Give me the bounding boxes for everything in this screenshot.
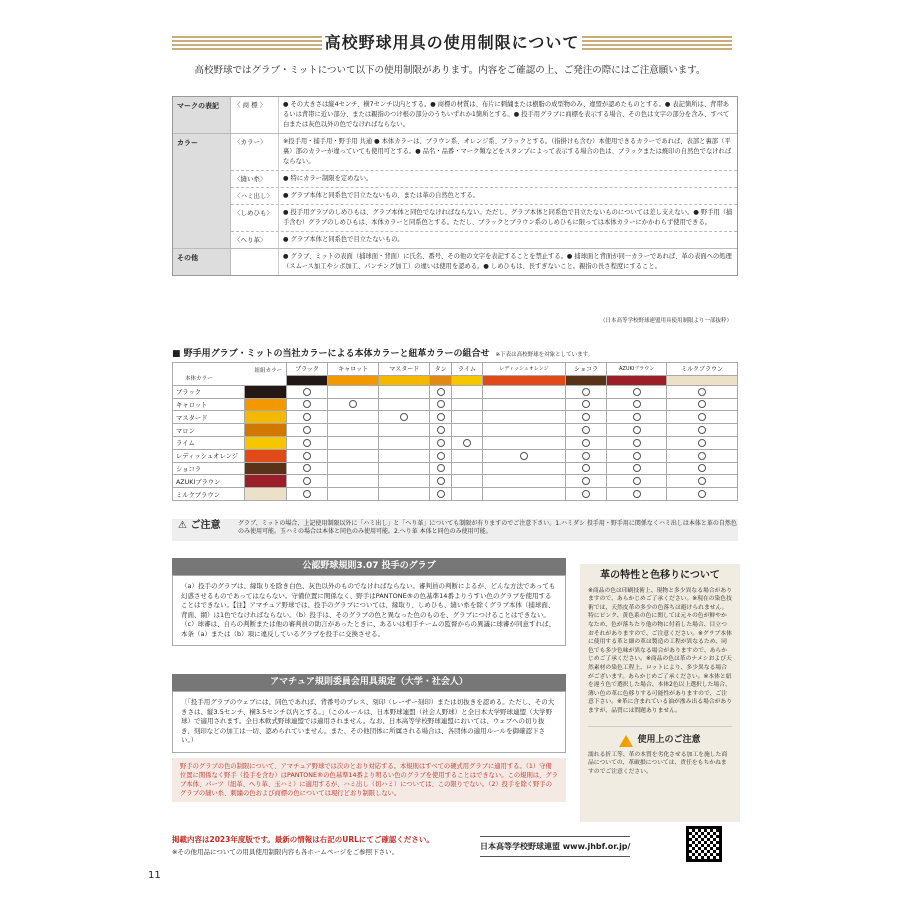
rules-sub-label: 〈しめひも〉 bbox=[231, 205, 279, 231]
allowed-circle-icon bbox=[582, 426, 590, 434]
allowed-circle-icon bbox=[582, 400, 590, 408]
allowed-circle-icon bbox=[303, 400, 311, 408]
grid-column-swatch bbox=[287, 375, 328, 385]
allowed-circle-icon bbox=[437, 413, 445, 421]
allowed-circle-icon bbox=[633, 413, 641, 421]
allowed-circle-icon bbox=[303, 413, 311, 421]
notice-label: ⚠ ご注意 bbox=[178, 520, 221, 531]
grid-cell bbox=[566, 488, 607, 501]
grid-cell bbox=[430, 398, 452, 411]
rules-sub-row bbox=[231, 134, 737, 171]
grid-column-header: AZUKIブラウン bbox=[607, 363, 667, 376]
grid-cell bbox=[328, 488, 379, 501]
allowed-circle-icon bbox=[633, 490, 641, 498]
qr-code-icon[interactable] bbox=[686, 826, 722, 862]
allowed-circle-icon bbox=[582, 464, 590, 472]
grid-cell bbox=[328, 436, 379, 449]
grid-corner-bottom: 本体カラー bbox=[185, 375, 213, 382]
grid-cell bbox=[379, 436, 430, 449]
grid-cell bbox=[379, 411, 430, 424]
grid-cell bbox=[328, 424, 379, 437]
grid-row-swatch bbox=[245, 475, 287, 488]
grid-row-label: ショコラ bbox=[173, 462, 245, 475]
grid-cell bbox=[430, 449, 452, 462]
grid-cell bbox=[379, 462, 430, 475]
grid-row bbox=[173, 385, 738, 398]
allowed-circle-icon bbox=[633, 452, 641, 460]
rules-sub-label: 〈カラー〉 bbox=[231, 134, 279, 170]
grid-row bbox=[173, 475, 738, 488]
grid-cell bbox=[328, 398, 379, 411]
org-url[interactable]: 日本高等学校野球連盟 www.jhbf.or.jp/ bbox=[480, 836, 630, 857]
grid-cell bbox=[566, 398, 607, 411]
page-title: 高校野球用具の使用制限について bbox=[324, 33, 580, 52]
allowed-circle-icon bbox=[582, 452, 590, 460]
allowed-circle-icon bbox=[437, 452, 445, 460]
header-band bbox=[172, 32, 732, 54]
grid-row-swatch bbox=[245, 436, 287, 449]
grid-cell bbox=[667, 475, 738, 488]
allowed-circle-icon bbox=[698, 439, 706, 447]
grid-column-header: レディッシュオレンジ bbox=[483, 363, 566, 376]
grid-column-header: ブラック bbox=[287, 363, 328, 376]
grid-cell bbox=[607, 385, 667, 398]
grid-cell bbox=[379, 475, 430, 488]
grid-cell bbox=[430, 411, 452, 424]
grid-cell bbox=[566, 436, 607, 449]
rules-sub-label: 〈 商 標 〉 bbox=[231, 97, 279, 133]
grid-row-label: レディッシュオレンジ bbox=[173, 449, 245, 462]
grid-cell bbox=[607, 424, 667, 437]
allowed-circle-icon bbox=[582, 388, 590, 396]
rules-sub-label: 〈縫い糸〉 bbox=[231, 171, 279, 187]
grid-cell bbox=[287, 424, 328, 437]
grid-cell bbox=[483, 411, 566, 424]
grid-cell bbox=[483, 449, 566, 462]
grid-cell bbox=[287, 398, 328, 411]
grid-cell bbox=[483, 424, 566, 437]
rules-category: カラー bbox=[173, 134, 231, 248]
rules-row bbox=[173, 134, 737, 249]
rule-box-amateur-head: アマチュア規則委員会用具規定（大学・社会人） bbox=[172, 674, 566, 691]
grid-cell bbox=[483, 488, 566, 501]
allowed-circle-icon bbox=[633, 388, 641, 396]
rules-sub-text: ● 投手用グラブのしめひもは、グラブ本体と同色でなければならない。ただし、グラブ本体と同系色で目立たないものについては差し支えない。● 野手用（捕手含む）グラブのしめひもは、本体カラーと同系色とする。ただし、ブラックとブラウン系のしめひもに限っては本体カラーにかかわらず使用できる。 bbox=[283, 209, 733, 226]
allowed-circle-icon bbox=[698, 426, 706, 434]
rules-category: その他 bbox=[173, 249, 231, 275]
allowed-circle-icon bbox=[463, 439, 471, 447]
allowed-circle-icon bbox=[582, 439, 590, 447]
allowed-circle-icon bbox=[303, 452, 311, 460]
allowed-circle-icon bbox=[633, 439, 641, 447]
grid-cell bbox=[451, 449, 482, 462]
grid-cell bbox=[328, 462, 379, 475]
allowed-circle-icon bbox=[633, 400, 641, 408]
allowed-circle-icon bbox=[303, 439, 311, 447]
allowed-circle-icon bbox=[437, 477, 445, 485]
allowed-circle-icon bbox=[698, 413, 706, 421]
leather-info-title: 革の特性と色移りについて bbox=[600, 570, 720, 581]
grid-cell bbox=[451, 436, 482, 449]
grid-cell bbox=[430, 475, 452, 488]
rules-source-note: （日本高等学校野球連盟用具使用制限より一部抜粋） bbox=[600, 318, 733, 324]
grid-cell bbox=[607, 411, 667, 424]
notice-text: グラブ、ミットの場合、上記使用制限以外に「ハミ出し」と「へり革」についても制限が有りますのでご注意下さい。1.ハミダシ 投手用・野手用に関係なくハミ出しは本体と革の自然色のみ使用可能。玉ハミの場合は本体と同色のみ使用可能。2.へり革 本体と同色のみ使用可能。 bbox=[238, 520, 737, 535]
grid-cell bbox=[607, 475, 667, 488]
grid-cell bbox=[287, 475, 328, 488]
grid-row bbox=[173, 488, 738, 501]
allowed-circle-icon bbox=[437, 439, 445, 447]
rules-sub-text: ※投手用・捕手用・野手用 共通 ● 本体カラーは、ブラウン系、オレンジ系、ブラックとする。（指掛けも含む）本使用できるカラーであれば、表部と裏部（平裏）部のカラーが違っていても使用可とする。● 品名・品番・マーク類などをスタンプによって表示する場合の色は、ブラックまたは焼印の自然色でなければならない。 bbox=[283, 138, 732, 165]
grid-cell bbox=[607, 462, 667, 475]
color-combination-table bbox=[172, 362, 738, 501]
rules-sub-text: ● グラブ、ミットの表面（捕球面・背面）に氏名、番号、その他の文字を表記することを禁止する。● 捕球面と背面が同一カラーであれば、革の表面への処理（スムース加工やシボ加工、パンチング加工）の違いは使用を認める。● しめひもは、長すぎないこと。親指の長さ程度にすること。 bbox=[283, 253, 732, 270]
grid-row-swatch bbox=[245, 398, 287, 411]
grid-cell bbox=[451, 462, 482, 475]
leather-info-text: ※商品の色は印刷技術上、現物と多少異なる場合がありますので、あらかじめご了承ください。※現在の染色技術では、天然皮革の多少の色落ちは避けられません。特にピンク、黄色系の色に関しては元々の色が鮮やかなため、色が落ちたり他の物に付着した場合、目立つおそれがありますので、ご注意ください。※グラブ本体に使用する革と細の革は製造の工程が異なるため、同色でも多少色味が異なる場合がありますので、あらかじめご了承ください。※商品の色は革のナメシおよび天然素材の染色工程上、ロットにより、多少異なる場合がございます。あらかじめご了承ください。※本体と紐を違う色で選択した場合、本体2色以上選択した場合、薄い色の革に色移りする可能性がありますので、ご注意下さい。※革に含まれている油が滲み出る場合がありますが、品質には問題ありません。 bbox=[588, 587, 732, 714]
grid-cell bbox=[451, 475, 482, 488]
allowed-circle-icon bbox=[698, 400, 706, 408]
grid-row-label: ライム bbox=[173, 436, 245, 449]
grid-row-swatch bbox=[245, 488, 287, 501]
grid-cell bbox=[379, 449, 430, 462]
color-grid-note: ※下表は高校野球を対象としています。 bbox=[495, 352, 594, 358]
grid-cell bbox=[328, 411, 379, 424]
allowed-circle-icon bbox=[303, 388, 311, 396]
grid-column-swatch bbox=[483, 375, 566, 385]
grid-cell bbox=[430, 385, 452, 398]
grid-cell bbox=[430, 462, 452, 475]
allowed-circle-icon bbox=[582, 490, 590, 498]
grid-row-label: マロン bbox=[173, 424, 245, 437]
grid-cell bbox=[379, 385, 430, 398]
grid-cell bbox=[328, 475, 379, 488]
grid-row-label: AZUKIブラウン bbox=[173, 475, 245, 488]
grid-cell bbox=[287, 411, 328, 424]
rules-sub-text: ● 特にカラー制限を定めない。 bbox=[283, 175, 373, 182]
rule-box-amateur-text: 〔「投手用グラブのウェブには、同色であれば、背番号のプレス、刻印（レーザー刻印）または切抜きを認める。ただし、その大きさは、縦3.5センチ、横3.5センチ以内とする。」（このルールは、日本野球連盟（社会人野球）と全日本大学野球連盟（大学野球）で適用されます。全日本軟式野球連盟では適用されません。なお、日本高等学校野球連盟においては、ウェブへの切り抜き、刻印などの加工は一切、認められていません。また、その他団体に所属される場合は、各団体の適用ルールを御確認下さい。） bbox=[172, 691, 566, 753]
grid-cell bbox=[451, 488, 482, 501]
grid-cell bbox=[483, 385, 566, 398]
grid-cell bbox=[566, 424, 607, 437]
grid-cell bbox=[287, 488, 328, 501]
grid-row-label: キャロット bbox=[173, 398, 245, 411]
grid-cell bbox=[607, 488, 667, 501]
grid-cell bbox=[667, 398, 738, 411]
rules-table bbox=[172, 96, 738, 276]
grid-cell bbox=[287, 436, 328, 449]
grid-cell bbox=[483, 475, 566, 488]
grid-row-swatch bbox=[245, 462, 287, 475]
rules-sub-row bbox=[231, 249, 737, 275]
footer-notice: 掲載内容は2023年度版です。最新の情報は右記のURLにてご確認ください。 bbox=[172, 835, 434, 844]
page-number: 11 bbox=[148, 870, 161, 881]
grid-column-header: ライム bbox=[451, 363, 482, 376]
leather-info-box bbox=[580, 564, 740, 822]
grid-cell bbox=[287, 385, 328, 398]
allowed-circle-icon bbox=[303, 477, 311, 485]
grid-row-swatch bbox=[245, 411, 287, 424]
allowed-circle-icon bbox=[437, 490, 445, 498]
grid-column-header: マスタード bbox=[379, 363, 430, 376]
rules-row bbox=[173, 97, 737, 134]
allowed-circle-icon bbox=[303, 464, 311, 472]
grid-cell bbox=[287, 449, 328, 462]
grid-column-header: タン bbox=[430, 363, 452, 376]
grid-cell bbox=[430, 436, 452, 449]
grid-row-label: ミルクブラウン bbox=[173, 488, 245, 501]
grid-cell bbox=[483, 462, 566, 475]
allowed-circle-icon bbox=[437, 388, 445, 396]
usage-warning-title: 使用上のご注意 bbox=[637, 735, 701, 746]
grid-row bbox=[173, 411, 738, 424]
rules-sub-row bbox=[231, 97, 737, 133]
allowed-circle-icon bbox=[303, 426, 311, 434]
grid-column-swatch bbox=[451, 375, 482, 385]
allowed-circle-icon bbox=[582, 477, 590, 485]
grid-cell bbox=[607, 436, 667, 449]
rules-sub-text: ● グラブ本体と同系色で目立たないもの、または革の自然色とする。 bbox=[283, 192, 480, 199]
grid-row-swatch bbox=[245, 449, 287, 462]
grid-row-label: マスタード bbox=[173, 411, 245, 424]
grid-cell bbox=[667, 411, 738, 424]
grid-column-swatch bbox=[607, 375, 667, 385]
rules-sub-label bbox=[231, 249, 279, 275]
allowed-circle-icon bbox=[698, 388, 706, 396]
grid-cell bbox=[379, 424, 430, 437]
allowed-circle-icon bbox=[633, 426, 641, 434]
allowed-circle-icon bbox=[520, 452, 528, 460]
page-subtitle: 高校野球ではグラブ・ミットについて以下の使用制限があります。内容をご確認の上、ご発注の際にはご注意願います。 bbox=[194, 65, 706, 76]
rules-row bbox=[173, 249, 737, 275]
grid-row bbox=[173, 462, 738, 475]
grid-cell bbox=[451, 385, 482, 398]
usage-warning-header bbox=[588, 726, 732, 747]
fielder-color-rule-box: 野手のグラブの色の制限について、アマチュア野球では次のとおり対応する。本規則はすべての硬式用グラブに適用する。（1）守備位置に関係なく野手（投手を含む）はPANTONE®の色基準14番より明るい色のグラブを使用することはできない。この規則は、グラブ本体、パーツ（紐革、へり革、玉ハミ）に適用するが、ハミ出し（切ハミ）については、この限りでない。（2）投手を除く野手のグラブの縫い糸、刺繍の色および商標の色については現行どおり制限しない。 bbox=[172, 758, 566, 802]
allowed-circle-icon bbox=[698, 464, 706, 472]
grid-cell bbox=[607, 449, 667, 462]
grid-column-swatch bbox=[430, 375, 452, 385]
grid-corner bbox=[173, 363, 287, 386]
allowed-circle-icon bbox=[633, 477, 641, 485]
grid-corner-top: 紐組カラー bbox=[254, 367, 282, 374]
rules-sub-label: 〈へり革〉 bbox=[231, 232, 279, 248]
rules-sub-row bbox=[231, 171, 737, 188]
grid-cell bbox=[430, 424, 452, 437]
grid-cell bbox=[483, 398, 566, 411]
rule-box-pitcher-glove-text: （a）投手のグラブは、縁取りを除き白色、灰色以外のものでなければならない。審判員の判断によるが、どんな方法であっても幻惑させるものであってはならない。守備位置に関係なく、野手はPANTONE®の色基準14番よりうすい色のグラブを使用することはできない。【注】アマチュア野球では、投手のグラブについては、縁取り、しめひも、縫い糸を除くグラブ本体（捕球面、背面、網）は1色でなければならない。（b）投手は、そのグラブの色と異なった色のものを、グラブにつけることはできない。（c）球審は、自らの判断または他の審判員の助言があったときに、あるいは相手チームの監督からの異議に球審が同意すれば、本条（a）または（b）項に違反しているグラブを投手に交換させる。 bbox=[172, 575, 566, 646]
usage-warning-text: 濡れる折工等、革の本質を劣化させる加工を施した商品についての、革破損については、責任をもちかねますのでご注意ください。 bbox=[588, 751, 728, 775]
rule-box-pitcher-glove-head: 公認野球規則3.07 投手のグラブ bbox=[172, 558, 566, 575]
grid-cell bbox=[566, 385, 607, 398]
grid-row bbox=[173, 449, 738, 462]
grid-cell bbox=[451, 411, 482, 424]
allowed-circle-icon bbox=[698, 452, 706, 460]
rules-sub-text: ● グラブ本体と同系色で目立たないもの。 bbox=[283, 236, 404, 243]
color-grid-heading: ■ 野手用グラブ・ミットの当社カラーによる本体カラーと紐革カラーの組合せ bbox=[172, 349, 490, 359]
rules-sub-row bbox=[231, 188, 737, 205]
allowed-circle-icon bbox=[698, 490, 706, 498]
grid-column-swatch bbox=[566, 375, 607, 385]
grid-cell bbox=[566, 411, 607, 424]
grid-cell bbox=[667, 488, 738, 501]
allowed-circle-icon bbox=[349, 400, 357, 408]
allowed-circle-icon bbox=[698, 477, 706, 485]
grid-cell bbox=[379, 488, 430, 501]
grid-cell bbox=[667, 449, 738, 462]
grid-row-swatch bbox=[245, 385, 287, 398]
grid-column-swatch bbox=[667, 375, 738, 385]
grid-cell bbox=[328, 385, 379, 398]
allowed-circle-icon bbox=[582, 413, 590, 421]
rules-sub-row bbox=[231, 232, 737, 248]
grid-cell bbox=[287, 462, 328, 475]
grid-column-header: ショコラ bbox=[566, 363, 607, 376]
notice-box bbox=[172, 519, 738, 541]
allowed-circle-icon bbox=[633, 464, 641, 472]
grid-column-header: キャロット bbox=[328, 363, 379, 376]
rules-sub-row bbox=[231, 205, 737, 232]
grid-cell bbox=[328, 449, 379, 462]
rule-box-amateur bbox=[172, 674, 566, 753]
grid-cell bbox=[667, 462, 738, 475]
grid-cell bbox=[667, 385, 738, 398]
rules-sub-label: 〈ハミ出し〉 bbox=[231, 188, 279, 204]
grid-column-header: ミルクブラウン bbox=[667, 363, 738, 376]
grid-cell bbox=[430, 488, 452, 501]
rules-sub-text: ● その大きさは縦4センチ、横7センチ以内とする。● 商標の材質は、布片に刺繍または樹脂の成型物のみ、違盟が認めたものとする。● 表記箇所は、背帯あるいは背帯に近い部分、または親指のつけ根の部分のうちいずれか1箇所とする。● 投手用グラブに商標を表示する場合、その色は文字の部分を含み、すべて白または灰色以外の色でなければならない。 bbox=[283, 101, 730, 128]
notice-label-text: ご注意 bbox=[190, 520, 221, 531]
allowed-circle-icon bbox=[437, 464, 445, 472]
grid-cell bbox=[566, 462, 607, 475]
decorative-stripes-left bbox=[172, 36, 322, 50]
allowed-circle-icon bbox=[437, 426, 445, 434]
grid-cell bbox=[667, 424, 738, 437]
grid-row bbox=[173, 436, 738, 449]
rule-box-pitcher-glove bbox=[172, 558, 566, 646]
grid-cell bbox=[451, 398, 482, 411]
grid-cell bbox=[451, 424, 482, 437]
grid-row-swatch bbox=[245, 424, 287, 437]
grid-cell bbox=[607, 398, 667, 411]
grid-column-swatch bbox=[379, 375, 430, 385]
color-grid-title bbox=[172, 346, 593, 359]
grid-cell bbox=[483, 436, 566, 449]
grid-row bbox=[173, 424, 738, 437]
warning-icon bbox=[619, 735, 633, 747]
grid-cell bbox=[566, 475, 607, 488]
grid-cell bbox=[379, 398, 430, 411]
allowed-circle-icon bbox=[437, 400, 445, 408]
grid-column-swatch bbox=[328, 375, 379, 385]
rules-category: マークの表記 bbox=[173, 97, 231, 133]
grid-cell bbox=[566, 449, 607, 462]
grid-row bbox=[173, 398, 738, 411]
grid-row-label: ブラック bbox=[173, 385, 245, 398]
allowed-circle-icon bbox=[400, 413, 408, 421]
decorative-stripes-right bbox=[582, 36, 732, 50]
grid-cell bbox=[667, 436, 738, 449]
allowed-circle-icon bbox=[303, 490, 311, 498]
footer-reference: ※その他用品についての用具使用制限内容も各ホームページをご参照下さい。 bbox=[172, 848, 399, 856]
